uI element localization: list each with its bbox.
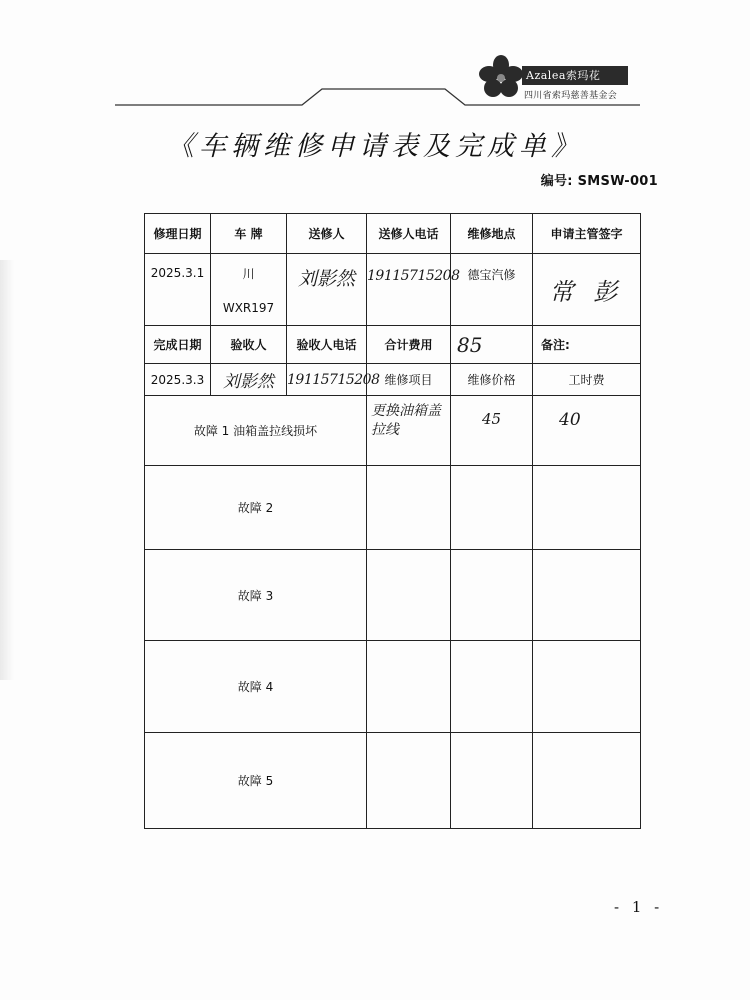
fault-5-labor xyxy=(533,733,641,829)
header-repair-price: 维修价格 xyxy=(451,364,533,396)
azalea-flower-icon xyxy=(478,54,524,100)
sender-phone-value: 19115715208 xyxy=(367,254,451,326)
fault-row xyxy=(145,550,641,641)
header-plate: 车 牌 xyxy=(211,214,287,254)
header-remarks: 备注: xyxy=(533,326,641,364)
scan-shadow xyxy=(0,260,14,680)
plate-line-2: WXR197 xyxy=(222,300,275,315)
repair-form-table xyxy=(144,213,641,829)
header-sender: 送修人 xyxy=(287,214,367,254)
header-row-1 xyxy=(145,214,641,254)
info-row-1 xyxy=(145,254,641,326)
header-receiver-phone: 验收人电话 xyxy=(287,326,367,364)
fault-3-labor xyxy=(533,550,641,641)
sender-signature: 刘影然 xyxy=(287,254,367,326)
header-total-cost: 合计费用 xyxy=(367,326,451,364)
fault-1-item: 更换油箱盖拉线 xyxy=(367,396,451,466)
form-number-value: SMSW-001 xyxy=(577,174,658,189)
fault-1-labor: 40 xyxy=(533,396,641,466)
info-row-2 xyxy=(145,364,641,396)
plate-cell xyxy=(211,254,287,326)
fault-2-price xyxy=(451,466,533,550)
completion-date-value: 2025.3.3 xyxy=(145,364,211,396)
fault-row xyxy=(145,641,641,733)
fault-5-price xyxy=(451,733,533,829)
fault-row xyxy=(145,733,641,829)
header-receiver: 验收人 xyxy=(211,326,287,364)
fault-row xyxy=(145,466,641,550)
repair-location-value: 德宝汽修 xyxy=(451,254,533,326)
fault-4-price xyxy=(451,641,533,733)
header-row-2 xyxy=(145,326,641,364)
plate-line-1: 川 xyxy=(242,266,255,281)
fault-3-price xyxy=(451,550,533,641)
fault-1-price: 45 xyxy=(451,396,533,466)
fault-5-item xyxy=(367,733,451,829)
header-repair-item: 维修项目 xyxy=(367,364,451,396)
form-number-label: 编号: xyxy=(540,174,573,189)
page-number: - 1 - xyxy=(614,898,664,916)
fault-2-labor xyxy=(533,466,641,550)
logo-brand-en: Azalea xyxy=(526,69,566,82)
fault-4-labor xyxy=(533,641,641,733)
receiver-phone-value: 19115715208 xyxy=(287,364,367,396)
fault-2-item xyxy=(367,466,451,550)
document-title: 《车辆维修申请表及完成单》 xyxy=(167,131,583,162)
fault-4-item xyxy=(367,641,451,733)
fault-3-item xyxy=(367,550,451,641)
repair-date-value: 2025.3.1 xyxy=(145,254,211,326)
header-location: 维修地点 xyxy=(451,214,533,254)
fault-1-label: 故障 1 油箱盖拉线损坏 xyxy=(145,396,367,466)
fault-5-label: 故障 5 xyxy=(145,733,367,829)
supervisor-signature: 常 彭 xyxy=(533,254,641,326)
logo-org-name: 四川省索玛慈善基金会 xyxy=(524,91,618,101)
header-sender-phone: 送修人电话 xyxy=(367,214,451,254)
fault-2-label: 故障 2 xyxy=(145,466,367,550)
fault-4-label: 故障 4 xyxy=(145,641,367,733)
fault-row xyxy=(145,396,641,466)
total-cost-value: 85 xyxy=(451,326,533,364)
receiver-signature: 刘影然 xyxy=(211,364,287,396)
header-supervisor-signature: 申请主管签字 xyxy=(533,214,641,254)
form-number xyxy=(541,170,658,189)
logo-brand-cn: 索玛花 xyxy=(565,69,601,82)
foundation-logo xyxy=(470,52,640,104)
fault-3-label: 故障 3 xyxy=(145,550,367,641)
logo-brand-bar xyxy=(522,66,628,85)
header-completion-date: 完成日期 xyxy=(145,326,211,364)
header-labor-fee: 工时费 xyxy=(533,364,641,396)
header-repair-date: 修理日期 xyxy=(145,214,211,254)
